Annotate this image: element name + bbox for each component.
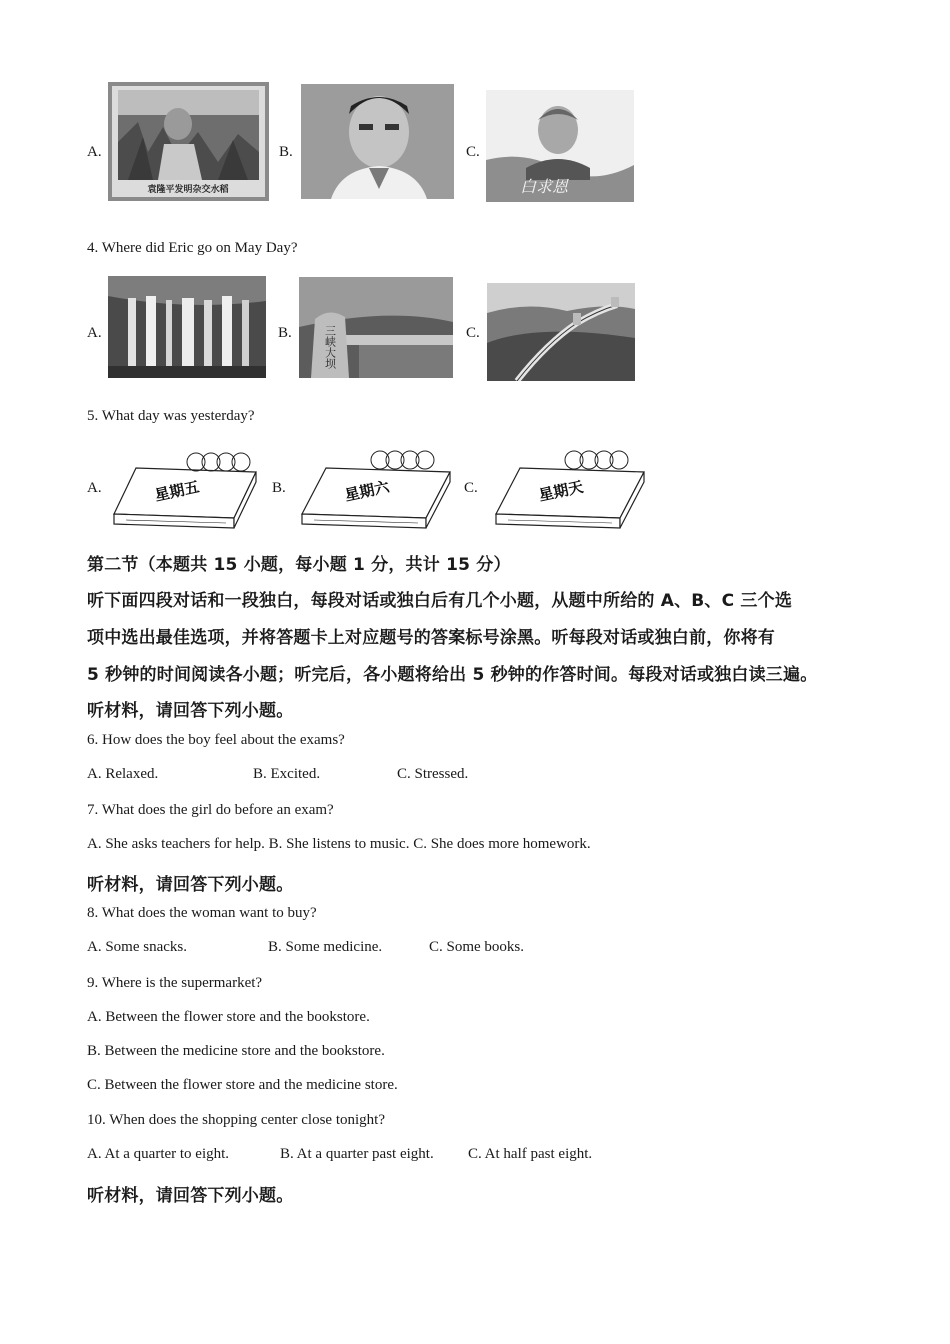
q4-option-b-caption: 三峡大坝: [323, 325, 337, 369]
q5-option-a-label: A.: [87, 480, 102, 496]
listen-prompt-2: 听材料，请回答下列小题。: [87, 875, 294, 895]
q8-option-c: C. Some books.: [429, 939, 525, 955]
q10-option-c: C. At half past eight.: [468, 1146, 593, 1162]
q3-option-c-image: [486, 90, 634, 202]
q5-option-c-label: C.: [464, 480, 478, 496]
q4-option-b-label: B.: [278, 325, 292, 341]
q3-option-a-caption: 袁隆平发明杂交水稻: [147, 185, 229, 195]
q6-option-b: B. Excited.: [253, 766, 321, 782]
q5-calendar-c-text: 星期天: [537, 477, 585, 505]
q9-option-c: C. Between the flower store and the medicine store.: [87, 1077, 398, 1093]
q7-question: 7. What does the girl do before an exam?: [87, 802, 334, 818]
section-heading: 第二节（本题共 15 小题，每小题 1 分，共计 15 分）: [87, 555, 511, 575]
q5-calendar-b-text: 星期六: [343, 477, 391, 505]
q4-option-a-image: [108, 276, 266, 378]
q5-question: 5. What day was yesterday?: [87, 408, 255, 424]
q8-option-a: A. Some snacks.: [87, 939, 187, 955]
q3-option-a-image: [108, 82, 269, 201]
q3-option-b-image: [301, 84, 454, 199]
q4-option-c-image: [487, 283, 635, 381]
q6-option-c: C. Stressed.: [397, 766, 469, 782]
q8-option-b: B. Some medicine.: [268, 939, 383, 955]
q5-calendar-b: [290, 448, 455, 532]
q3-option-c-label: C.: [466, 144, 480, 160]
q4-option-a-label: A.: [87, 325, 102, 341]
instructions-line-2: 项中选出最佳选项，并将答题卡上对应题号的答案标号涂黑。听每段对话或独白前，你将有: [87, 628, 775, 648]
q5-option-b-label: B.: [272, 480, 286, 496]
instructions-line-3: 5 秒钟的时间阅读各小题；听完后，各小题将给出 5 秒钟的作答时间。每段对话或独白读三遍。: [87, 665, 818, 685]
q10-option-a: A. At a quarter to eight.: [87, 1146, 230, 1162]
q10-option-b: B. At a quarter past eight.: [280, 1146, 434, 1162]
instructions-line-1: 听下面四段对话和一段独白，每段对话或独白后有几个小题，从题中所给的 A、B、C 三个选: [87, 591, 793, 611]
q6-question: 6. How does the boy feel about the exams?: [87, 732, 345, 748]
q8-question: 8. What does the woman want to buy?: [87, 905, 317, 921]
q9-question: 9. Where is the supermarket?: [87, 975, 263, 991]
q10-question: 10. When does the shopping center close tonight?: [87, 1112, 385, 1128]
listen-prompt-3: 听材料，请回答下列小题。: [87, 1186, 294, 1206]
q9-option-a: A. Between the flower store and the bookstore.: [87, 1009, 370, 1025]
q3-option-a-label: A.: [87, 144, 102, 160]
q6-option-a: A. Relaxed.: [87, 766, 159, 782]
q5-calendar-a: [106, 448, 261, 532]
q5-calendar-a-text: 星期五: [153, 477, 201, 505]
q7-options: A. She asks teachers for help. B. She listens to music. C. She does more homework.: [87, 836, 591, 852]
q4-question: 4. Where did Eric go on May Day?: [87, 240, 298, 256]
q4-option-b-image: [299, 277, 453, 378]
listen-prompt-1: 听材料，请回答下列小题。: [87, 701, 294, 721]
q3-option-b-label: B.: [279, 144, 293, 160]
q3-option-c-caption: 白求恩: [519, 177, 569, 196]
q9-option-b: B. Between the medicine store and the bookstore.: [87, 1043, 385, 1059]
q4-option-c-label: C.: [466, 325, 480, 341]
q5-calendar-c: [484, 448, 649, 532]
